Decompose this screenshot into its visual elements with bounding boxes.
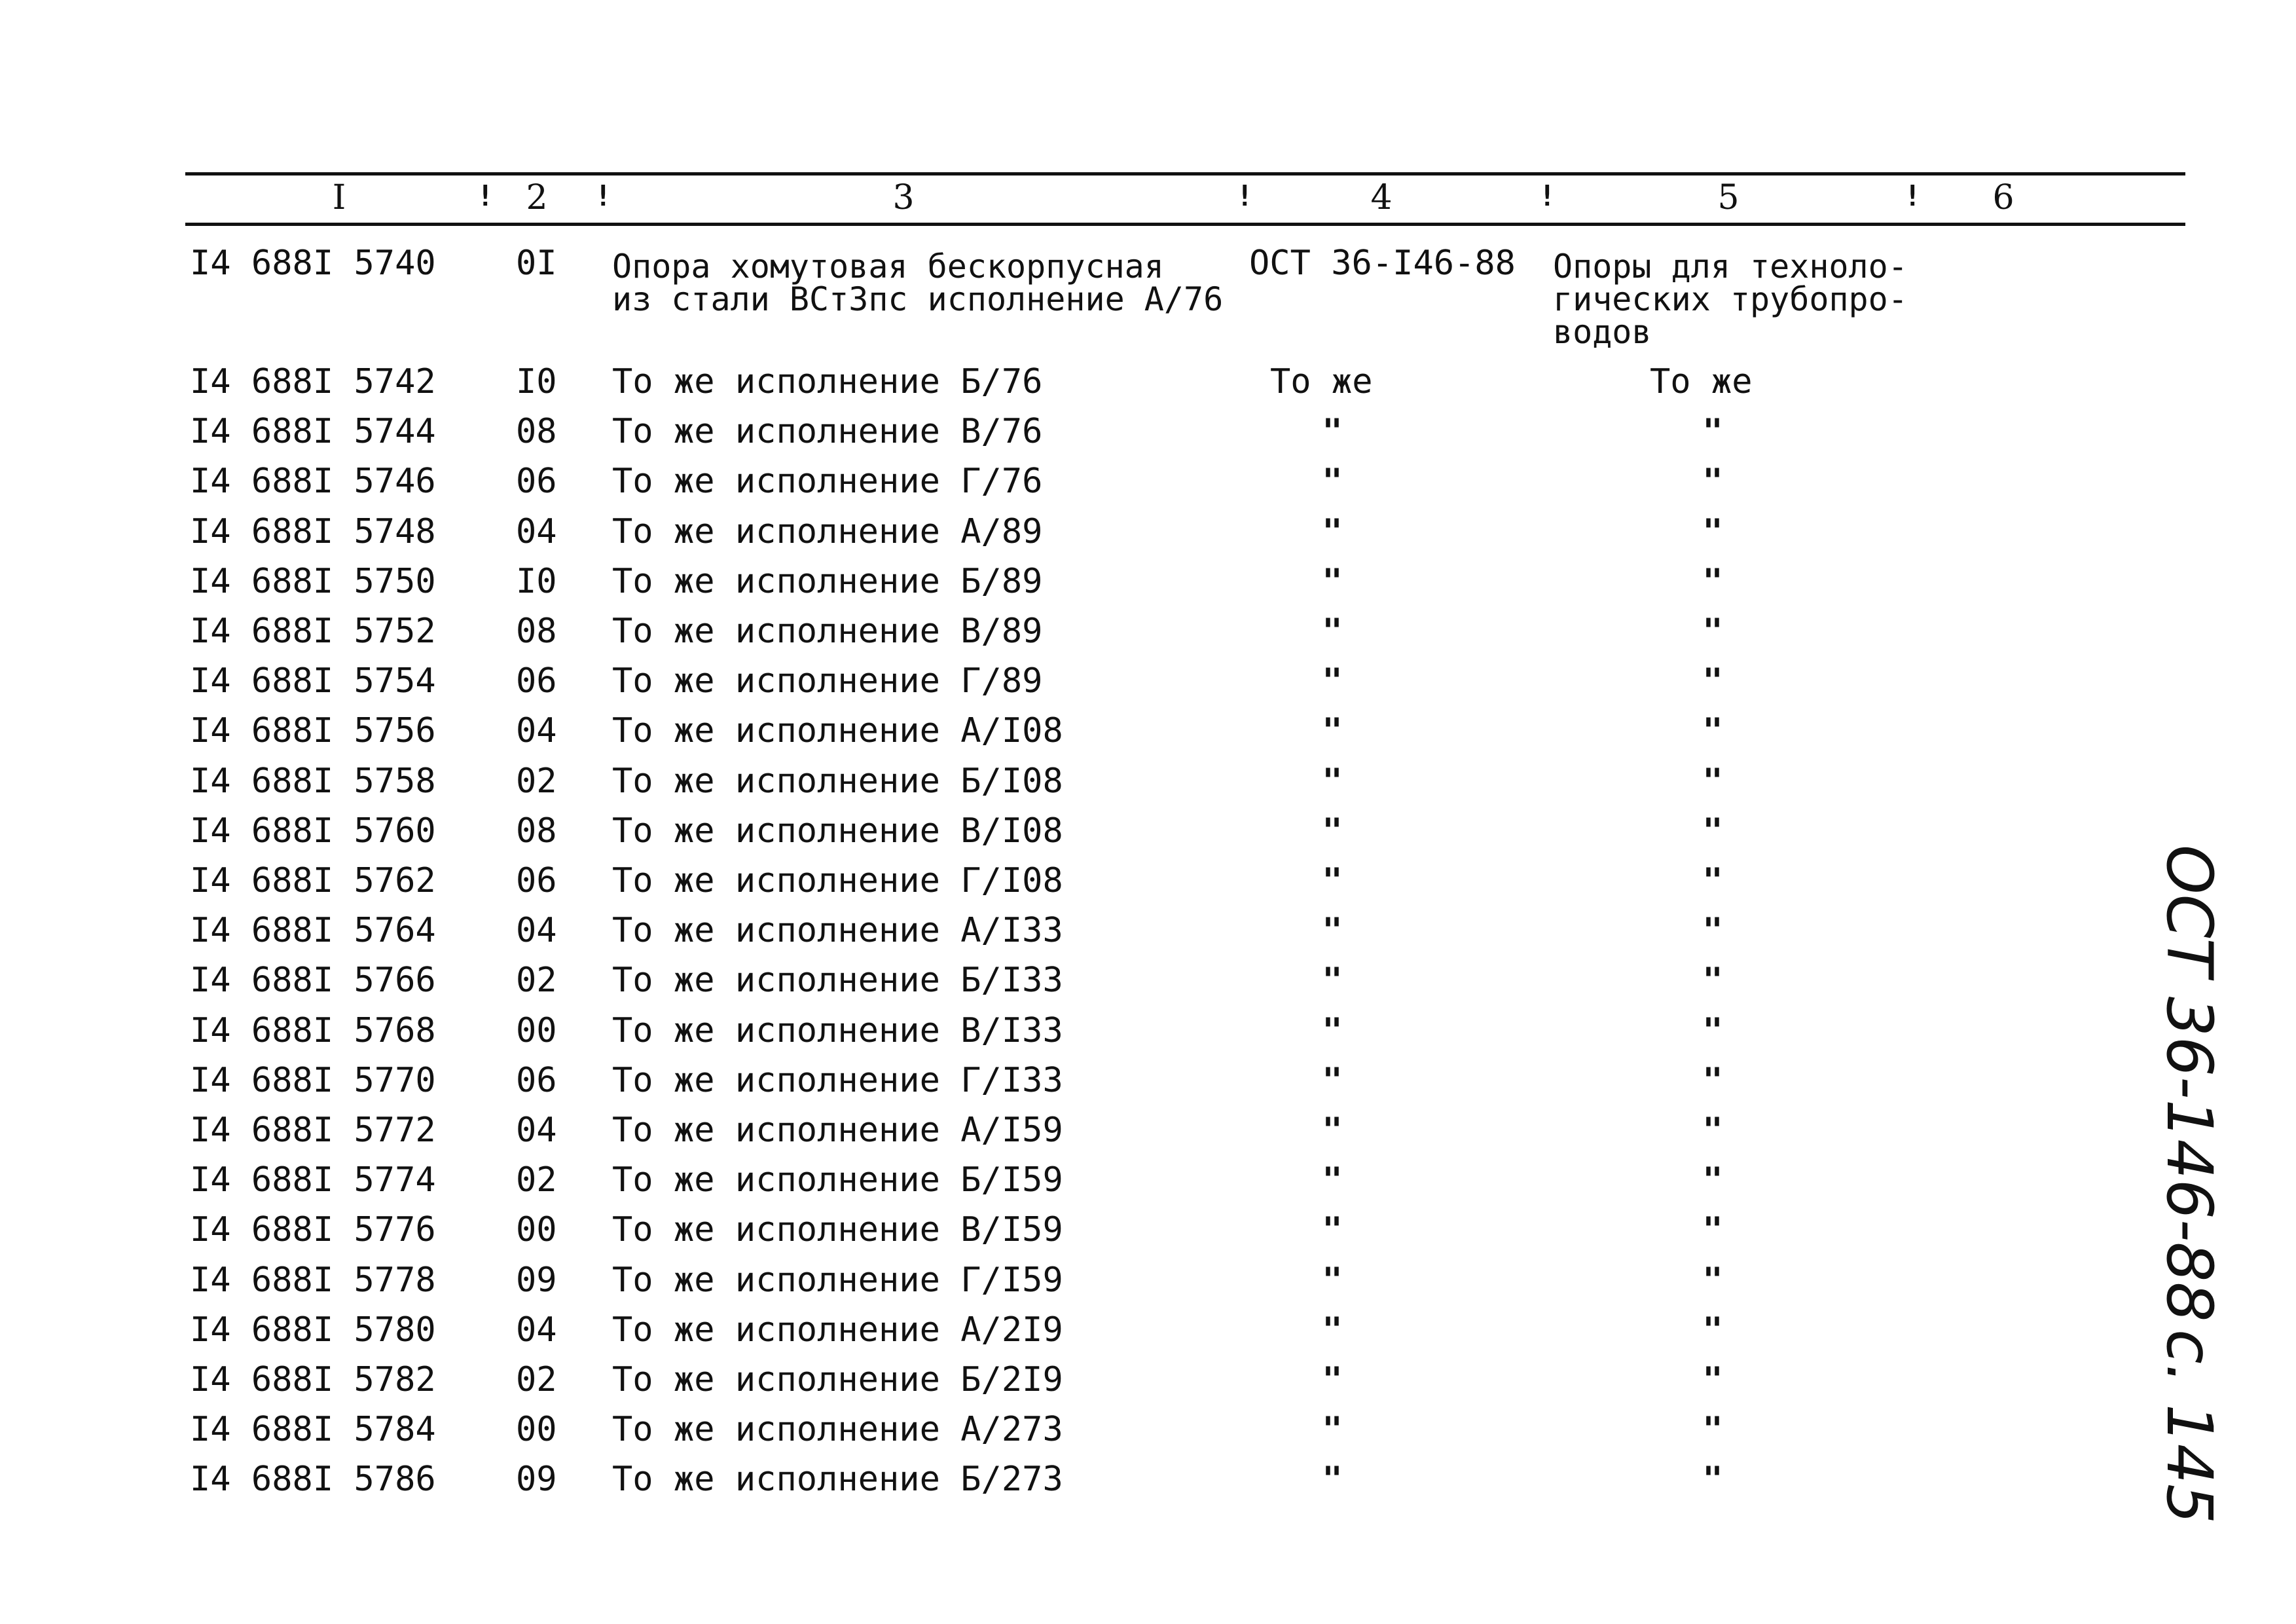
row-description: То же исполнение А/I33 — [612, 911, 1063, 950]
ditto-mark: " — [1702, 462, 1723, 501]
ditto-mark: " — [1322, 612, 1343, 651]
table-header-rule — [185, 223, 2185, 226]
ditto-mark: " — [1702, 1410, 1723, 1449]
row-standard: То же — [1270, 362, 1373, 401]
row-number: 02 — [516, 961, 557, 1000]
row-number: 06 — [516, 1061, 557, 1100]
row-description: То же исполнение Б/I59 — [612, 1160, 1063, 1200]
ditto-mark: " — [1322, 1160, 1343, 1200]
row-number: 02 — [516, 1360, 557, 1399]
row-code: I4 688I 5778 — [190, 1261, 436, 1300]
ditto-mark: " — [1702, 661, 1723, 701]
row-number: 09 — [516, 1261, 557, 1300]
row-code: I4 688I 5784 — [190, 1410, 436, 1449]
ditto-mark: " — [1322, 1011, 1343, 1050]
row-description: То же исполнение Г/I33 — [612, 1061, 1063, 1100]
ditto-mark: " — [1702, 711, 1723, 750]
row-code: I4 688I 5746 — [190, 462, 436, 501]
ditto-mark: " — [1322, 562, 1343, 601]
row-description: То же исполнение Б/I33 — [612, 961, 1063, 1000]
row-description: То же исполнение В/89 — [612, 612, 1043, 651]
ditto-mark: " — [1322, 762, 1343, 801]
row-description: То же исполнение Г/I08 — [612, 861, 1063, 900]
row-description: То же исполнение А/2I9 — [612, 1310, 1063, 1350]
row-code: I4 688I 5754 — [190, 661, 436, 701]
header-col-1: I — [332, 178, 346, 217]
row-code: I4 688I 5762 — [190, 861, 436, 900]
ditto-mark: " — [1702, 1061, 1723, 1100]
ditto-mark: " — [1322, 961, 1343, 1000]
ditto-mark: " — [1702, 512, 1723, 551]
row-number: 00 — [516, 1410, 557, 1449]
row-description: То же исполнение В/I59 — [612, 1210, 1063, 1249]
ditto-mark: " — [1702, 1460, 1723, 1499]
row-description: То же исполнение А/I59 — [612, 1111, 1063, 1150]
row-description: Опора хомутовая бескорпусная из стали ВСт3пс исполнение А/76 — [612, 248, 1224, 318]
row-description: То же исполнение Б/I08 — [612, 762, 1063, 801]
row-description: То же исполнение В/I33 — [612, 1011, 1063, 1050]
header-col-6: 6 — [1992, 178, 2014, 217]
row-code: I4 688I 5776 — [190, 1210, 436, 1249]
ditto-mark: " — [1322, 1310, 1343, 1350]
ditto-mark: " — [1322, 512, 1343, 551]
row-code: I4 688I 5740 — [190, 244, 436, 283]
row-number: 04 — [516, 1111, 557, 1150]
row-number: I0 — [516, 362, 557, 401]
row-code: I4 688I 5766 — [190, 961, 436, 1000]
row-number: 04 — [516, 512, 557, 551]
row-code: I4 688I 5764 — [190, 911, 436, 950]
ditto-mark: " — [1702, 612, 1723, 651]
table-top-rule — [185, 172, 2185, 175]
row-number: 02 — [516, 762, 557, 801]
row-number: 00 — [516, 1011, 557, 1050]
ditto-mark: " — [1322, 412, 1343, 451]
row-code: I4 688I 5770 — [190, 1061, 436, 1100]
row-description: То же исполнение В/76 — [612, 412, 1043, 451]
margin-page-number: с. 145 — [2153, 1329, 2226, 1524]
ditto-mark: " — [1702, 762, 1723, 801]
row-code: I4 688I 5786 — [190, 1460, 436, 1499]
row-code: I4 688I 5782 — [190, 1360, 436, 1399]
header-separator: ! — [1904, 179, 1922, 213]
header-separator: ! — [1236, 179, 1254, 213]
row-standard: ОСТ 36-I46-88 — [1249, 244, 1516, 283]
header-col-5: 5 — [1717, 178, 1740, 217]
row-description: То же исполнение Б/76 — [612, 362, 1043, 401]
row-code: I4 688I 5780 — [190, 1310, 436, 1350]
ditto-mark: " — [1702, 811, 1723, 851]
row-number: 02 — [516, 1160, 557, 1200]
ditto-mark: " — [1322, 1360, 1343, 1399]
row-code: I4 688I 5758 — [190, 762, 436, 801]
row-description: То же исполнение Г/89 — [612, 661, 1043, 701]
row-note: Опоры для техноло- гических трубопро- водов — [1553, 248, 1908, 351]
row-code: I4 688I 5744 — [190, 412, 436, 451]
row-code: I4 688I 5774 — [190, 1160, 436, 1200]
ditto-mark: " — [1702, 1210, 1723, 1249]
ditto-mark: " — [1702, 1111, 1723, 1150]
row-number: I0 — [516, 562, 557, 601]
ditto-mark: " — [1322, 1410, 1343, 1449]
header-col-4: 4 — [1370, 178, 1393, 217]
row-description: То же исполнение Г/76 — [612, 462, 1043, 501]
ditto-mark: " — [1702, 1360, 1723, 1399]
margin-doc-code: ОСТ 36-146-88 — [2153, 845, 2226, 1322]
row-code: I4 688I 5768 — [190, 1011, 436, 1050]
ditto-mark: " — [1702, 961, 1723, 1000]
ditto-mark: " — [1702, 1011, 1723, 1050]
row-number: 09 — [516, 1460, 557, 1499]
row-description: То же исполнение А/273 — [612, 1410, 1063, 1449]
header-col-2: 2 — [526, 178, 548, 217]
ditto-mark: " — [1322, 1460, 1343, 1499]
header-separator: ! — [1539, 179, 1556, 213]
row-description: То же исполнение Г/I59 — [612, 1261, 1063, 1300]
ditto-mark: " — [1322, 711, 1343, 750]
row-description: То же исполнение В/I08 — [612, 811, 1063, 851]
ditto-mark: " — [1702, 1160, 1723, 1200]
row-number: 0I — [516, 244, 557, 283]
row-description: То же исполнение Б/273 — [612, 1460, 1063, 1499]
row-description: То же исполнение А/I08 — [612, 711, 1063, 750]
row-number: 06 — [516, 661, 557, 701]
ditto-mark: " — [1702, 1261, 1723, 1300]
row-number: 00 — [516, 1210, 557, 1249]
ditto-mark: " — [1322, 1061, 1343, 1100]
ditto-mark: " — [1322, 861, 1343, 900]
row-number: 04 — [516, 1310, 557, 1350]
row-number: 08 — [516, 412, 557, 451]
row-code: I4 688I 5760 — [190, 811, 436, 851]
ditto-mark: " — [1322, 1210, 1343, 1249]
ditto-mark: " — [1702, 861, 1723, 900]
row-number: 08 — [516, 612, 557, 651]
row-number: 04 — [516, 911, 557, 950]
ditto-mark: " — [1322, 911, 1343, 950]
row-number: 06 — [516, 462, 557, 501]
row-description: То же исполнение Б/2I9 — [612, 1360, 1063, 1399]
row-number: 08 — [516, 811, 557, 851]
header-col-3: 3 — [892, 178, 915, 217]
row-code: I4 688I 5748 — [190, 512, 436, 551]
row-note: То же — [1650, 362, 1753, 401]
header-separator: ! — [594, 179, 612, 213]
ditto-mark: " — [1322, 811, 1343, 851]
ditto-mark: " — [1322, 1261, 1343, 1300]
row-code: I4 688I 5742 — [190, 362, 436, 401]
ditto-mark: " — [1322, 1111, 1343, 1150]
ditto-mark: " — [1702, 911, 1723, 950]
row-description: То же исполнение Б/89 — [612, 562, 1043, 601]
row-code: I4 688I 5750 — [190, 562, 436, 601]
row-code: I4 688I 5772 — [190, 1111, 436, 1150]
ditto-mark: " — [1322, 462, 1343, 501]
row-description: То же исполнение А/89 — [612, 512, 1043, 551]
row-number: 04 — [516, 711, 557, 750]
row-code: I4 688I 5756 — [190, 711, 436, 750]
header-separator: ! — [477, 179, 494, 213]
ditto-mark: " — [1322, 661, 1343, 701]
row-number: 06 — [516, 861, 557, 900]
ditto-mark: " — [1702, 562, 1723, 601]
ditto-mark: " — [1702, 1310, 1723, 1350]
ditto-mark: " — [1702, 412, 1723, 451]
row-code: I4 688I 5752 — [190, 612, 436, 651]
